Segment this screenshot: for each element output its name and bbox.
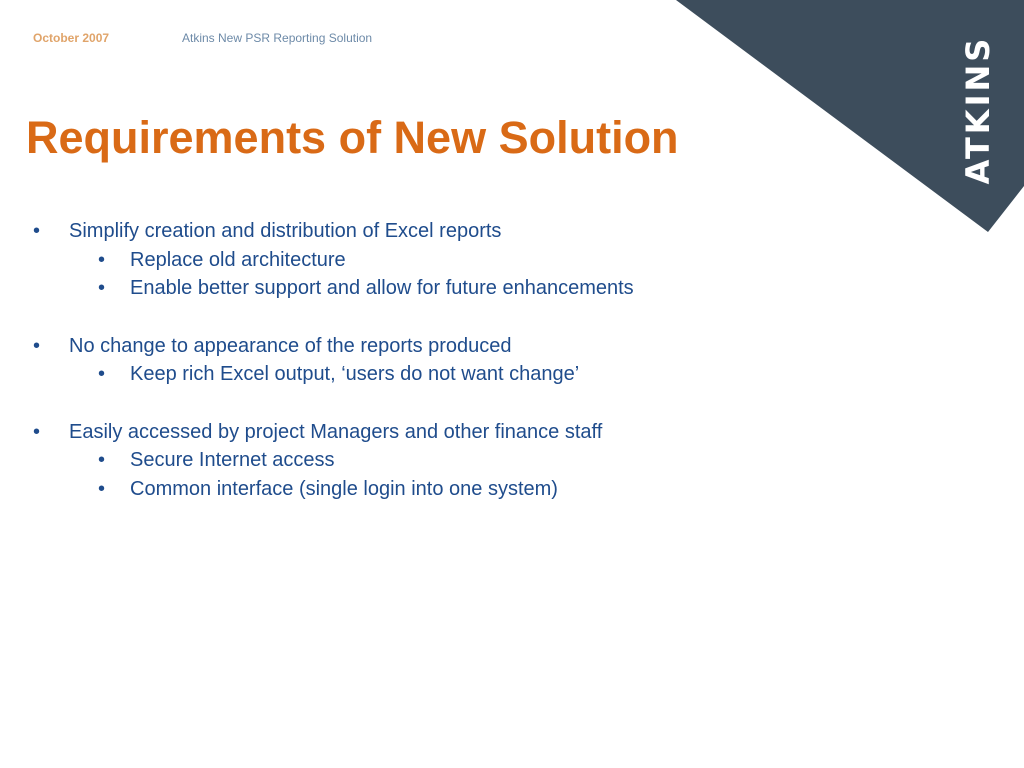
bullet-dot: • — [98, 477, 106, 500]
bullet-text: Simplify creation and distribution of Excel reports — [69, 220, 502, 242]
sub-bullet-text: Enable better support and allow for future enhancements — [130, 277, 634, 299]
sub-bullet-item — [0, 360, 760, 389]
bullet-group — [0, 418, 760, 504]
sub-bullet-text: Replace old architecture — [130, 248, 346, 271]
sub-bullet-text: Common interface (single login into one system) — [130, 477, 558, 500]
bullet-text: Easily accessed by project Managers and other finance staff — [69, 420, 603, 443]
bullet-dot: • — [98, 449, 106, 471]
sub-bullet-item — [0, 475, 760, 504]
bullet-group — [0, 217, 760, 303]
bullet-dot: • — [33, 220, 41, 242]
atkins-logo-text: ATKINS — [959, 35, 997, 185]
header-date: October 2007 — [33, 31, 110, 45]
bullet-dot: • — [33, 334, 41, 357]
sub-bullet-text: Keep rich Excel output, ‘users do not want change’ — [130, 363, 580, 385]
bullet-item — [0, 418, 760, 447]
bullet-group — [0, 332, 760, 389]
sub-bullet-item — [0, 246, 760, 275]
bullet-dot: • — [33, 420, 41, 443]
bullet-dot: • — [98, 248, 106, 271]
page-title: Requirements of New Solution — [26, 112, 679, 163]
bullet-item — [0, 332, 760, 361]
atkins-logo — [959, 36, 997, 185]
bullet-dot: • — [98, 363, 106, 385]
sub-bullet-text: Secure Internet access — [130, 449, 335, 471]
sub-bullet-item — [0, 446, 760, 475]
bullet-dot: • — [98, 277, 106, 299]
bullet-item — [0, 217, 760, 246]
bullet-list — [0, 217, 760, 532]
sub-bullet-item — [0, 274, 760, 303]
bullet-text: No change to appearance of the reports produced — [69, 334, 512, 357]
header-document-title: Atkins New PSR Reporting Solution — [182, 31, 373, 45]
